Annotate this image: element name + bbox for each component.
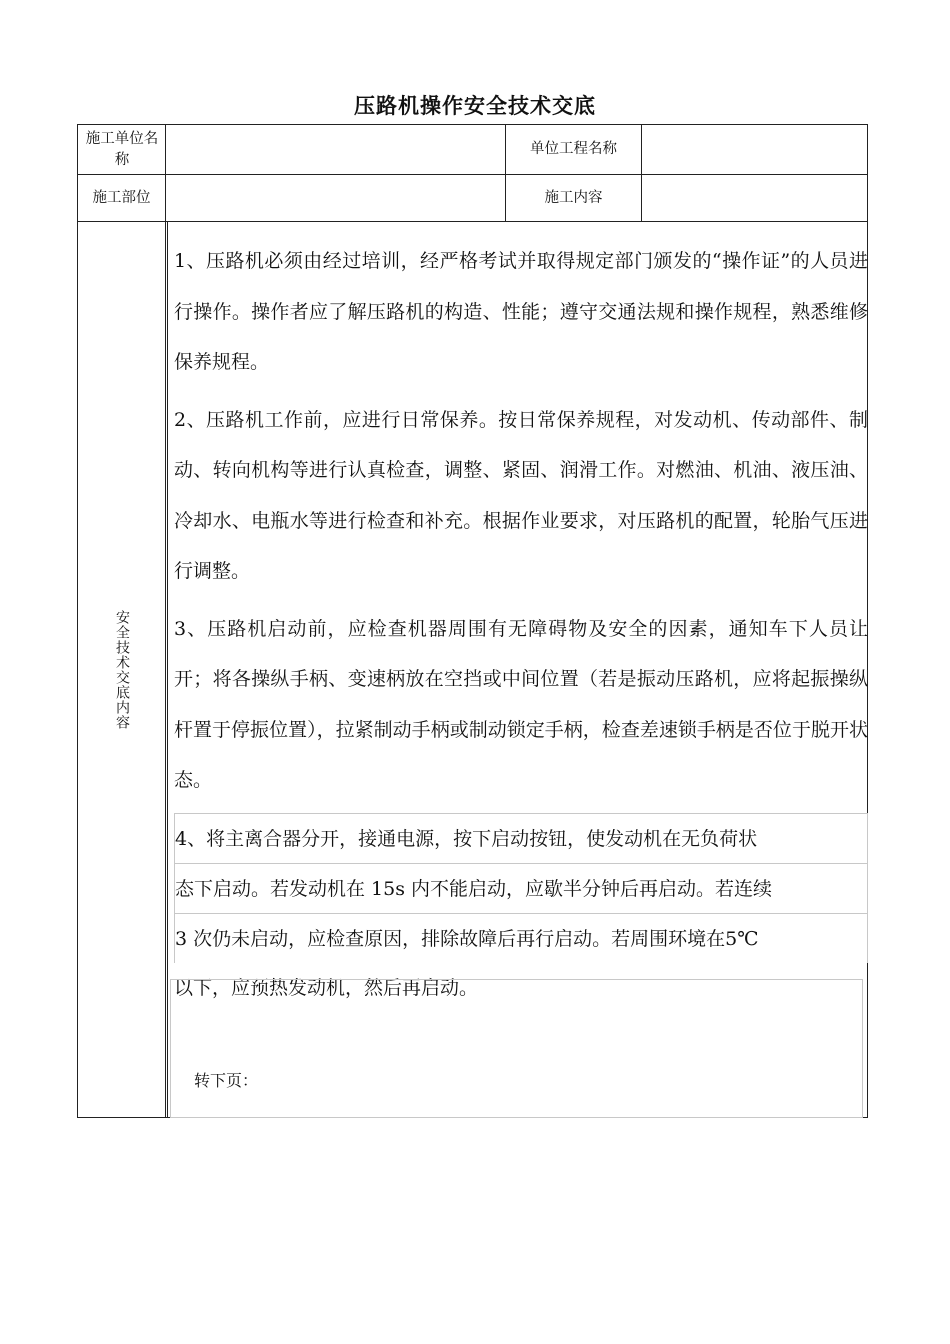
project-name-label: 单位工程名称 — [530, 141, 617, 157]
paragraph-1: 1、压路机必须由经过培训，经严格考试并取得规定部门颁发的“操作证”的人员进行操作。操作者应了解压路机的构造、性能；遵守交通法规和操作规程，熟悉维修保养规程。 — [174, 250, 868, 373]
paragraph-4-line: 3 次仍未启动，应检查原因，排除故障后再行启动。若周围环境在5℃ — [174, 913, 868, 963]
disclosure-table — [77, 124, 868, 1118]
unit-name-value[interactable] — [166, 125, 505, 174]
paragraph-4-line: 4、将主离合器分开，接通电源，按下启动按钮，使发动机在无负荷状 — [174, 813, 868, 863]
location-value[interactable] — [166, 175, 505, 221]
unit-name-label: 施工单位名称 — [85, 130, 159, 168]
safety-content-label: 安全技术交底内容 — [114, 610, 130, 730]
paragraph-2: 2、压路机工作前，应进行日常保养。按日常保养规程，对发动机、传动部件、制动、转向机构等进行认真检查，调整、紧固、润滑工作。对燃油、机油、液压油、冷却水、电瓶水等进行检查和补充。根据作业要求，对压路机的配置，轮胎气压进行调整。 — [174, 408, 868, 582]
paragraph-3: 3、压路机启动前，应检查机器周围有无障碍物及安全的因素，通知车下人员让开；将各操纵手柄、变速柄放在空挡或中间位置（若是振动压路机，应将起振操纵杆置于停振位置），拉紧制动手柄或制动锁定手柄，检查差速锁手柄是否位于脱开状态。 — [174, 617, 868, 791]
project-name-value[interactable] — [642, 125, 867, 174]
document-title: 压路机操作安全技术交底 — [354, 93, 596, 118]
work-content-value[interactable] — [642, 175, 867, 221]
row-divider — [78, 221, 867, 222]
paragraph-4-frame — [170, 979, 863, 1118]
location-label: 施工部位 — [92, 189, 151, 206]
safety-content — [174, 236, 868, 1013]
paragraph-4-line: 态下启动。若发动机在 15s 内不能启动，应歇半分钟后再启动。若连续 — [174, 863, 868, 913]
paragraph-4-line: 以下，应预热发动机，然后再启动。 — [174, 976, 479, 999]
column-divider — [167, 221, 168, 1117]
work-content-label: 施工内容 — [544, 189, 603, 206]
continued-next-page: 转下页： — [194, 1071, 259, 1090]
